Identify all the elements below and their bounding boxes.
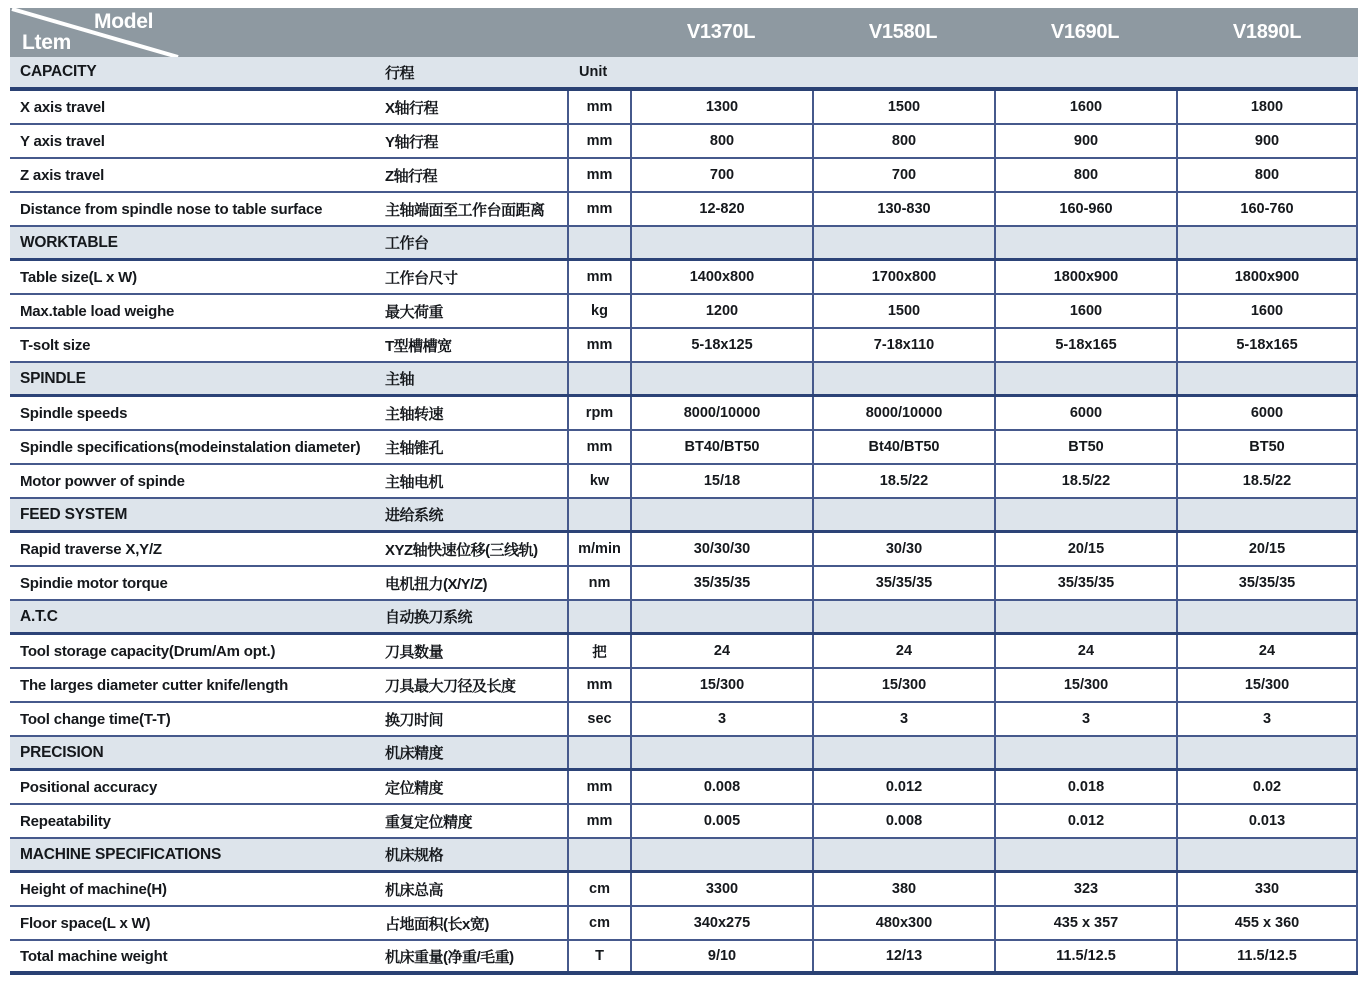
table-row-max-table-load-weighe — [10, 295, 1358, 329]
value-cell: 15/18 — [630, 465, 812, 497]
row-label-en: Distance from spindle nose to table surface — [20, 200, 323, 218]
section-empty-cell — [630, 737, 812, 768]
section-title-en: WORKTABLE — [20, 233, 118, 251]
value-cell: 900 — [1176, 125, 1358, 157]
value-cell: 900 — [994, 125, 1176, 157]
section-empty-cell — [1176, 499, 1358, 530]
section-title-en: CAPACITY — [20, 63, 97, 80]
row-label-en: Z axis travel — [20, 166, 105, 184]
row-label-zh: T型槽槽宽 — [385, 337, 452, 355]
section-row-capacity — [10, 57, 1358, 91]
value-cell: 18.5/22 — [812, 465, 994, 497]
value-cell: 0.008 — [630, 771, 812, 803]
value-cell: 800 — [630, 125, 812, 157]
value-cell: 15/300 — [812, 669, 994, 701]
section-title-zh: 自动换刀系统 — [385, 609, 473, 626]
table-row-table-size-l-x-w — [10, 261, 1358, 295]
value-cell: 800 — [1176, 159, 1358, 191]
section-empty-cell — [1176, 363, 1358, 394]
section-empty-cell — [1176, 227, 1358, 258]
unit-cell: mm — [567, 329, 630, 361]
value-cell: 1600 — [1176, 295, 1358, 327]
value-cell: 480x300 — [812, 907, 994, 939]
section-unit-cell — [567, 839, 630, 870]
section-unit-cell — [567, 737, 630, 768]
section-empty-cell — [630, 601, 812, 632]
value-cell: BT50 — [1176, 431, 1358, 463]
row-label-zh: 机床总高 — [385, 881, 444, 899]
diagonal-cell — [10, 8, 630, 57]
section-empty-cell — [994, 57, 1176, 87]
row-label-en: Max.table load weighe — [20, 302, 175, 320]
value-cell: 1700x800 — [812, 261, 994, 293]
value-cell: 0.008 — [812, 805, 994, 837]
value-cell: 15/300 — [994, 669, 1176, 701]
section-unit-cell — [567, 227, 630, 258]
unit-cell: mm — [567, 771, 630, 803]
value-cell: 8000/10000 — [812, 397, 994, 429]
row-label-zh: 主轴锥孔 — [385, 439, 444, 457]
section-empty-cell — [994, 363, 1176, 394]
row-label-en: Height of machine(H) — [20, 880, 167, 898]
value-cell: Bt40/BT50 — [812, 431, 994, 463]
unit-cell: mm — [567, 125, 630, 157]
value-cell: 330 — [1176, 873, 1358, 905]
table-row-tool-storage-capacity-drum-am-opt — [10, 635, 1358, 669]
row-label-en: Spindie motor torque — [20, 574, 168, 592]
value-cell: 1500 — [812, 295, 994, 327]
section-empty-cell — [994, 601, 1176, 632]
section-row-a-t-c — [10, 601, 1358, 635]
value-cell: 35/35/35 — [630, 567, 812, 599]
table-row-distance-from-spindle-nose-to-table-surface — [10, 193, 1358, 227]
value-cell: 35/35/35 — [994, 567, 1176, 599]
unit-cell: 把 — [567, 635, 630, 667]
section-row-precision — [10, 737, 1358, 771]
value-cell: 3 — [812, 703, 994, 735]
value-cell: 12-820 — [630, 193, 812, 225]
section-title-zh: 进给系统 — [385, 507, 444, 524]
value-cell: 323 — [994, 873, 1176, 905]
value-cell: 1500 — [812, 91, 994, 123]
row-label-zh: Z轴行程 — [385, 167, 438, 185]
value-cell: 160-760 — [1176, 193, 1358, 225]
row-label-zh: Y轴行程 — [385, 133, 439, 151]
row-label-en: Total machine weight — [20, 947, 168, 965]
value-cell: 24 — [1176, 635, 1358, 667]
unit-cell: rpm — [567, 397, 630, 429]
diagonal-model-label: Model — [94, 10, 154, 33]
section-title-en: A.T.C — [20, 607, 58, 625]
table-row-rapid-traverse-x-y-z — [10, 533, 1358, 567]
row-label-en: Tool change time(T-T) — [20, 710, 171, 728]
value-cell: 12/13 — [812, 941, 994, 971]
row-label-en: The larges diameter cutter knife/length — [20, 676, 289, 694]
value-cell: 340x275 — [630, 907, 812, 939]
section-empty-cell — [812, 601, 994, 632]
section-empty-cell — [1176, 839, 1358, 870]
row-label-zh: 机床重量(净重/毛重) — [385, 948, 514, 966]
value-cell: 0.012 — [994, 805, 1176, 837]
unit-cell: mm — [567, 159, 630, 191]
row-label-en: Positional accuracy — [20, 778, 158, 796]
value-cell: 35/35/35 — [1176, 567, 1358, 599]
table-row-positional-accuracy — [10, 771, 1358, 805]
value-cell: 30/30/30 — [630, 533, 812, 565]
model-column-header-v1690l: V1690L — [1050, 21, 1120, 43]
section-title-zh: 机床精度 — [385, 745, 444, 762]
row-label-en: Spindle specifications(modeinstalation diameter) — [20, 438, 361, 456]
table-row-spindle-specifications-modeinstalation-diameter — [10, 431, 1358, 465]
table-row-motor-powver-of-spinde — [10, 465, 1358, 499]
value-cell: 11.5/12.5 — [994, 941, 1176, 971]
section-title-zh: 工作台 — [385, 235, 429, 252]
value-cell: 35/35/35 — [812, 567, 994, 599]
section-unit-cell: Unit — [579, 64, 608, 80]
unit-cell: sec — [567, 703, 630, 735]
section-unit-cell — [567, 601, 630, 632]
row-label-zh: XYZ轴快速位移(三线轨) — [385, 541, 538, 559]
section-title-zh: 行程 — [385, 64, 415, 82]
value-cell: 1800x900 — [1176, 261, 1358, 293]
value-cell: 0.018 — [994, 771, 1176, 803]
section-empty-cell — [1176, 601, 1358, 632]
value-cell: 800 — [812, 125, 994, 157]
value-cell: 1400x800 — [630, 261, 812, 293]
value-cell: 0.013 — [1176, 805, 1358, 837]
unit-cell: kw — [567, 465, 630, 497]
table-row-spindie-motor-torque — [10, 567, 1358, 601]
value-cell: 435 x 357 — [994, 907, 1176, 939]
value-cell: 24 — [994, 635, 1176, 667]
section-empty-cell — [630, 499, 812, 530]
value-cell: 700 — [812, 159, 994, 191]
unit-cell: nm — [567, 567, 630, 599]
section-empty-cell — [812, 839, 994, 870]
unit-cell: T — [567, 941, 630, 971]
value-cell: 6000 — [1176, 397, 1358, 429]
spec-table — [10, 8, 1358, 975]
value-cell: 0.005 — [630, 805, 812, 837]
value-cell: 0.02 — [1176, 771, 1358, 803]
value-cell: 380 — [812, 873, 994, 905]
value-cell: 1600 — [994, 91, 1176, 123]
section-unit-cell — [567, 499, 630, 530]
row-label-zh: 电机扭力(X/Y/Z) — [385, 575, 487, 593]
model-column-header-v1370l: V1370L — [686, 21, 756, 43]
row-label-zh: 主轴转速 — [385, 405, 444, 423]
value-cell: BT50 — [994, 431, 1176, 463]
section-empty-cell — [994, 839, 1176, 870]
section-empty-cell — [812, 57, 994, 87]
table-row-t-solt-size — [10, 329, 1358, 363]
section-row-spindle — [10, 363, 1358, 397]
section-title-zh: 主轴 — [385, 371, 415, 388]
row-label-en: Spindle speeds — [20, 404, 128, 422]
row-label-zh: 主轴电机 — [385, 473, 444, 491]
table-row-spindle-speeds — [10, 397, 1358, 431]
value-cell: 700 — [630, 159, 812, 191]
section-title-en: PRECISION — [20, 743, 104, 761]
value-cell: 3300 — [630, 873, 812, 905]
value-cell: 800 — [994, 159, 1176, 191]
value-cell: 18.5/22 — [994, 465, 1176, 497]
table-row-x-axis-travel — [10, 91, 1358, 125]
diagonal-item-label: Ltem — [22, 31, 71, 54]
model-column-header-v1580l: V1580L — [868, 21, 938, 43]
value-cell: 3 — [630, 703, 812, 735]
value-cell: 24 — [812, 635, 994, 667]
value-cell: 15/300 — [1176, 669, 1358, 701]
section-empty-cell — [994, 737, 1176, 768]
value-cell: 1300 — [630, 91, 812, 123]
row-label-zh: 主轴端面至工作台面距离 — [385, 201, 545, 219]
table-row-total-machine-weight — [10, 941, 1358, 975]
section-row-worktable — [10, 227, 1358, 261]
value-cell: 0.012 — [812, 771, 994, 803]
value-cell: 8000/10000 — [630, 397, 812, 429]
value-cell: 11.5/12.5 — [1176, 941, 1358, 971]
unit-cell: mm — [567, 91, 630, 123]
row-label-zh: 定位精度 — [385, 779, 444, 797]
section-empty-cell — [630, 363, 812, 394]
section-empty-cell — [630, 227, 812, 258]
unit-cell: kg — [567, 295, 630, 327]
row-label-en: T-solt size — [20, 336, 91, 354]
value-cell: 9/10 — [630, 941, 812, 971]
section-title-zh: 机床规格 — [385, 847, 444, 864]
row-label-zh: 最大荷重 — [385, 303, 444, 321]
section-empty-cell — [994, 499, 1176, 530]
unit-cell: mm — [567, 261, 630, 293]
table-body — [10, 57, 1358, 975]
section-empty-cell — [1176, 57, 1358, 87]
row-label-en: Table size(L x W) — [20, 268, 137, 286]
value-cell: 5-18x125 — [630, 329, 812, 361]
row-label-en: Y axis travel — [20, 132, 105, 150]
value-cell: 1600 — [994, 295, 1176, 327]
unit-cell: mm — [567, 431, 630, 463]
section-empty-cell — [812, 363, 994, 394]
row-label-zh: X轴行程 — [385, 99, 439, 117]
table-row-y-axis-travel — [10, 125, 1358, 159]
unit-cell: cm — [567, 873, 630, 905]
row-label-en: X axis travel — [20, 98, 105, 116]
section-empty-cell — [1176, 737, 1358, 768]
row-label-zh: 占地面积(长x宽) — [385, 915, 489, 933]
value-cell: 24 — [630, 635, 812, 667]
model-column-header-v1890l: V1890L — [1232, 21, 1302, 43]
row-label-en: Floor space(L x W) — [20, 914, 151, 932]
section-row-machine-specifications — [10, 839, 1358, 873]
value-cell: 18.5/22 — [1176, 465, 1358, 497]
value-cell: 1800 — [1176, 91, 1358, 123]
model-header-row — [10, 8, 1358, 57]
table-row-z-axis-travel — [10, 159, 1358, 193]
row-label-en: Motor powver of spinde — [20, 472, 185, 490]
value-cell: 5-18x165 — [1176, 329, 1358, 361]
row-label-zh: 刀具最大刀径及长度 — [385, 677, 516, 695]
table-row-tool-change-time-t-t — [10, 703, 1358, 737]
value-cell: 130-830 — [812, 193, 994, 225]
value-cell: 3 — [994, 703, 1176, 735]
unit-cell: mm — [567, 193, 630, 225]
row-label-zh: 重复定位精度 — [385, 813, 473, 831]
row-label-en: Repeatability — [20, 812, 111, 830]
section-title-en: MACHINE SPECIFICATIONS — [20, 845, 222, 863]
unit-cell: mm — [567, 669, 630, 701]
unit-cell: cm — [567, 907, 630, 939]
table-row-height-of-machine-h — [10, 873, 1358, 907]
section-title-en: FEED SYSTEM — [20, 505, 128, 523]
table-row-the-larges-diameter-cutter-knife-length — [10, 669, 1358, 703]
section-unit-cell — [567, 363, 630, 394]
unit-cell: mm — [567, 805, 630, 837]
value-cell: 1800x900 — [994, 261, 1176, 293]
row-label-zh: 工作台尺寸 — [385, 269, 458, 287]
value-cell: 3 — [1176, 703, 1358, 735]
value-cell: 30/30 — [812, 533, 994, 565]
section-empty-cell — [812, 737, 994, 768]
value-cell: 6000 — [994, 397, 1176, 429]
table-row-repeatability — [10, 805, 1358, 839]
value-cell: 7-18x110 — [812, 329, 994, 361]
section-empty-cell — [630, 839, 812, 870]
unit-cell: m/min — [567, 533, 630, 565]
row-label-en: Tool storage capacity(Drum/Am opt.) — [20, 642, 276, 660]
row-label-zh: 换刀时间 — [385, 711, 444, 729]
table-row-floor-space-l-x-w — [10, 907, 1358, 941]
value-cell: 1200 — [630, 295, 812, 327]
value-cell: 15/300 — [630, 669, 812, 701]
value-cell: 455 x 360 — [1176, 907, 1358, 939]
section-empty-cell — [812, 499, 994, 530]
section-empty-cell — [812, 227, 994, 258]
value-cell: BT40/BT50 — [630, 431, 812, 463]
section-row-feed-system — [10, 499, 1358, 533]
row-label-en: Rapid traverse X,Y/Z — [20, 540, 162, 558]
section-empty-cell — [994, 227, 1176, 258]
value-cell: 20/15 — [994, 533, 1176, 565]
value-cell: 160-960 — [994, 193, 1176, 225]
row-label-zh: 刀具数量 — [385, 643, 444, 661]
value-cell: 5-18x165 — [994, 329, 1176, 361]
value-cell: 20/15 — [1176, 533, 1358, 565]
section-empty-cell — [630, 57, 812, 87]
section-title-en: SPINDLE — [20, 369, 86, 387]
